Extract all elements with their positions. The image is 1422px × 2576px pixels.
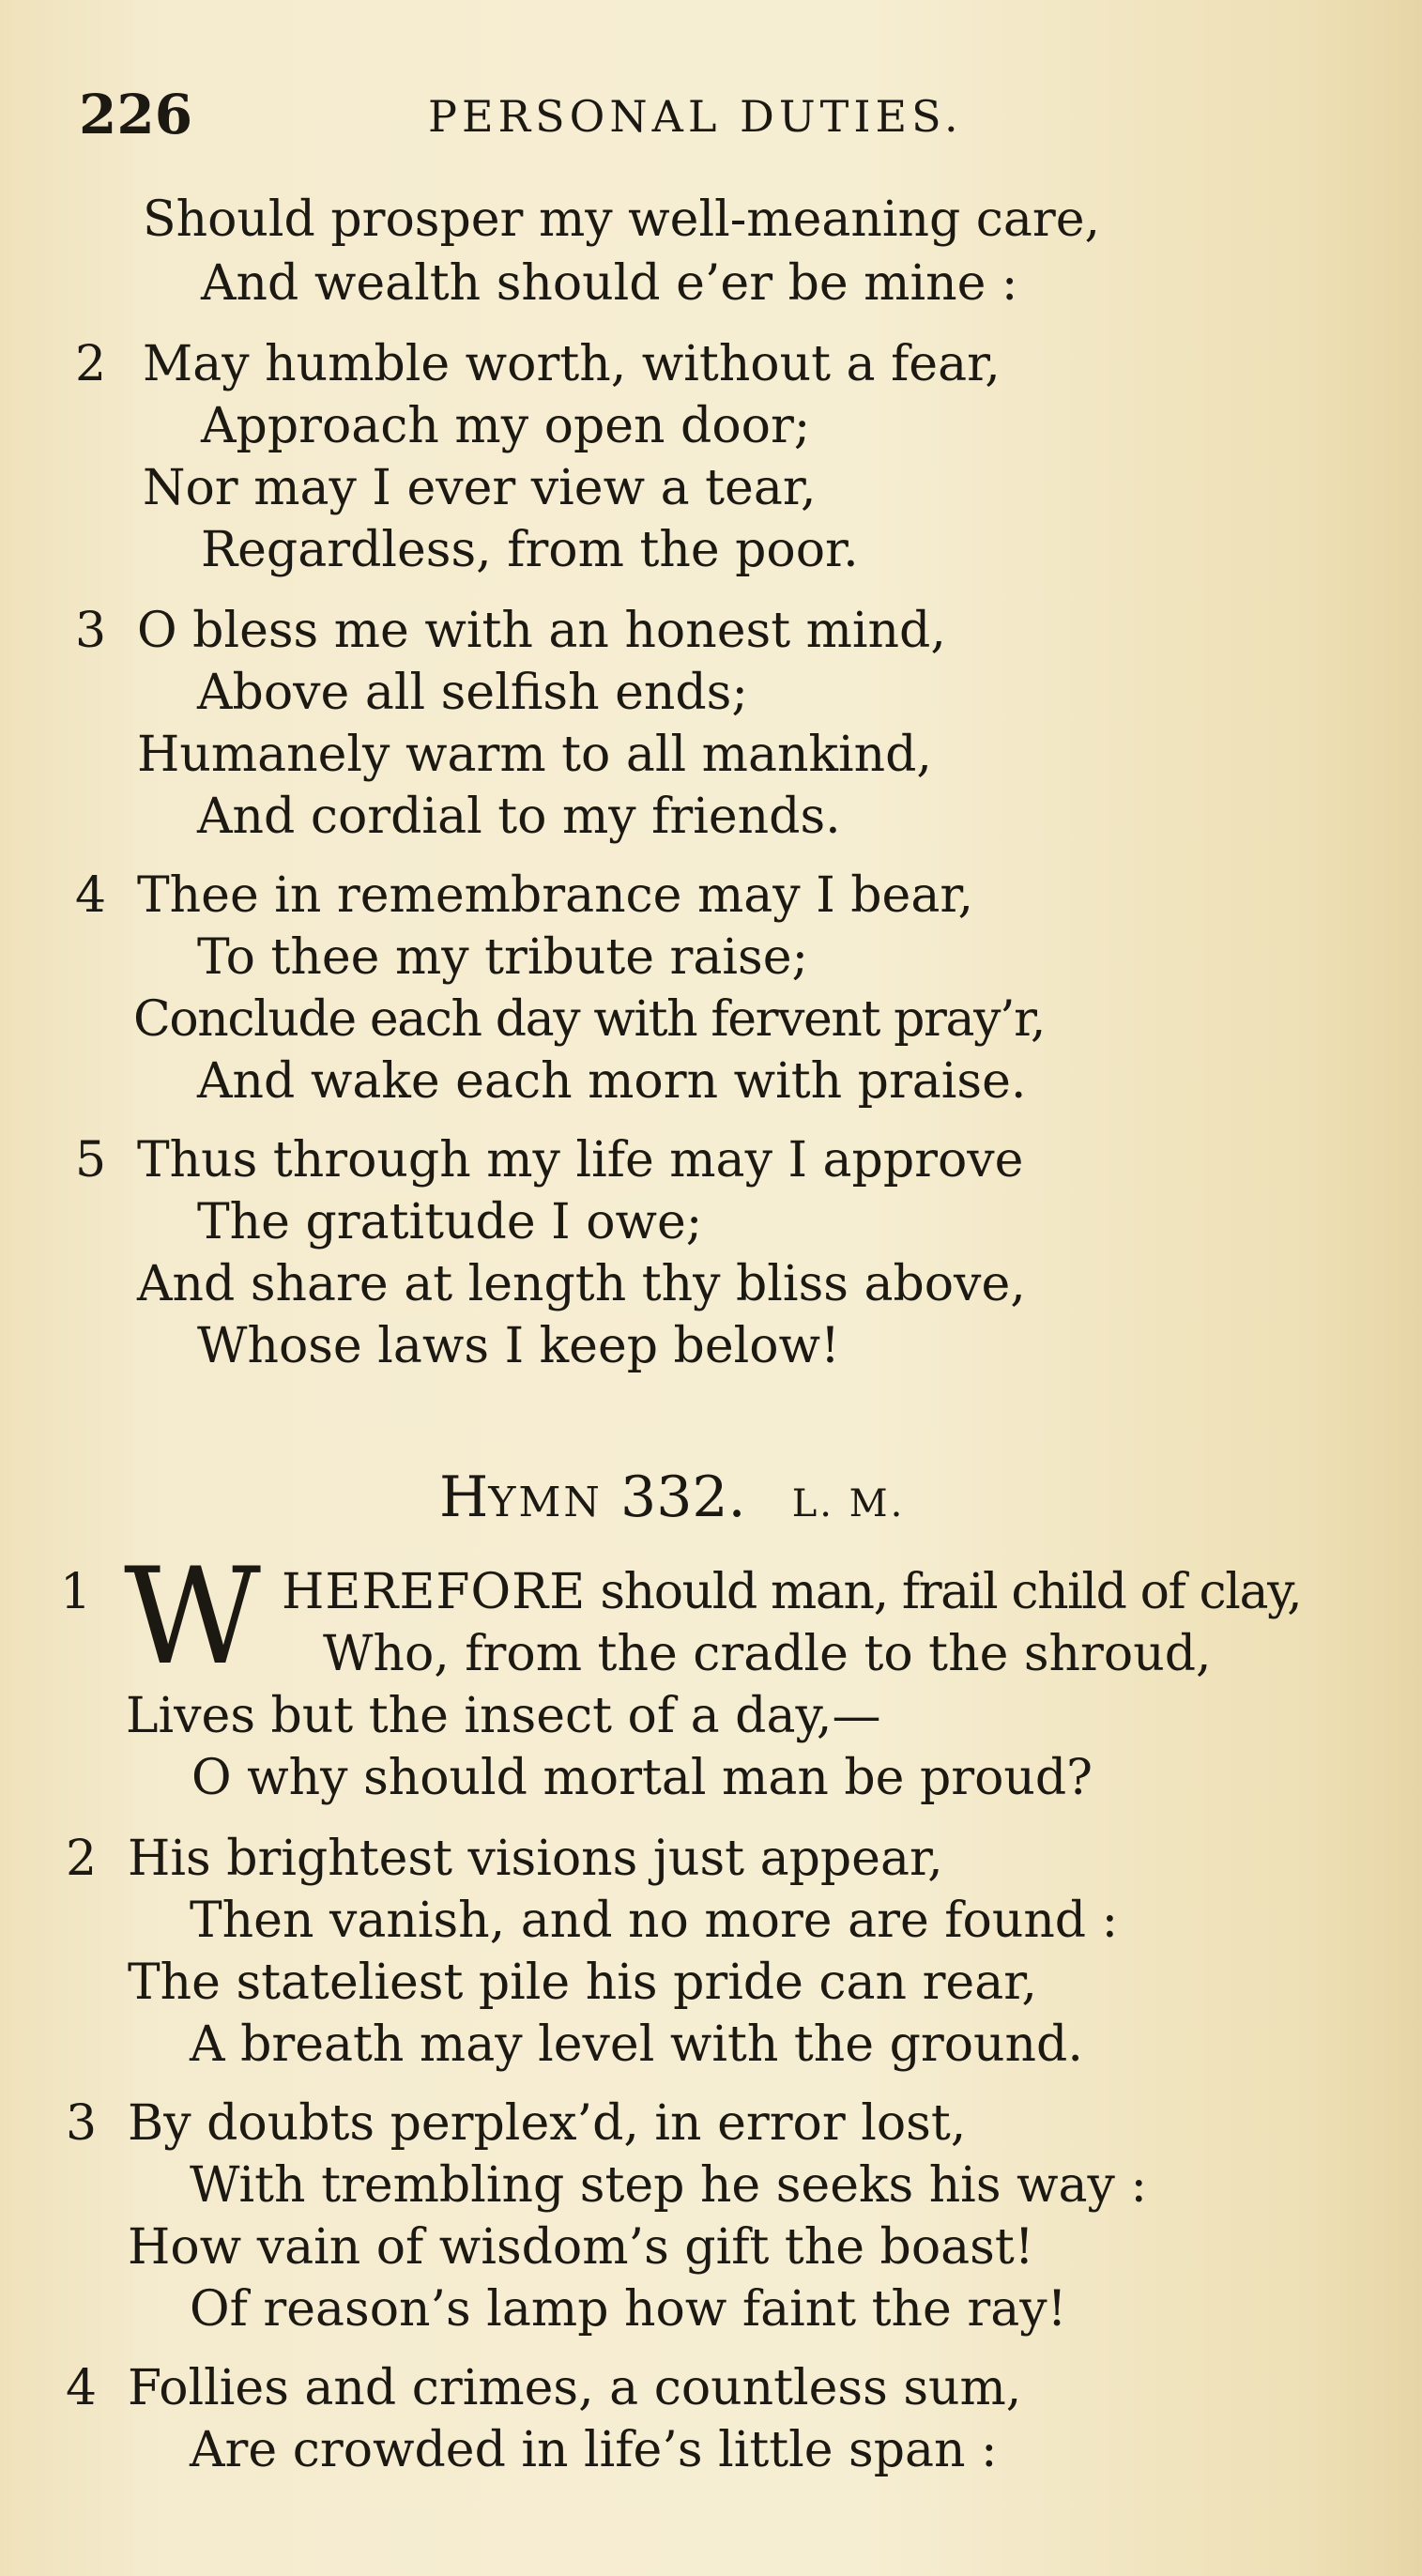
stanza-number: 1 (60, 1564, 92, 1620)
verse-line: Should prosper my well-meaning care, (143, 192, 1101, 248)
stanza-number: 3 (75, 603, 107, 659)
verse-line: Then vanish, and no more are found : (190, 1893, 1119, 1949)
hymn-title-small-caps: YMN (488, 1479, 603, 1526)
stanza-number: 2 (66, 1831, 98, 1887)
verse-line: Conclude each day with fervent pray’r, (133, 991, 1046, 1048)
verse-line: Thus through my life may I approve (137, 1132, 1024, 1188)
verse-line: Whose laws I keep below! (197, 1318, 840, 1374)
hymn-meter: L. M. (791, 1482, 906, 1526)
verse-line (282, 1564, 1301, 1620)
verse-line: A breath may level with the ground. (190, 2016, 1083, 2073)
stanza-number: 2 (75, 336, 107, 392)
stanza-number: 4 (66, 2360, 98, 2416)
verse-line: The gratitude I owe; (197, 1194, 703, 1250)
verse-line: Of reason’s lamp how faint the ray! (190, 2281, 1067, 2338)
verse-line: Approach my open door; (201, 398, 811, 454)
verse-line: Humanely warm to all mankind, (137, 727, 932, 783)
hymn-number: 332. (620, 1464, 746, 1530)
hymn-title-initial: H (439, 1464, 489, 1530)
drop-cap: W (124, 1540, 261, 1694)
first-word-caps: HEREFORE (282, 1564, 587, 1620)
verse-line: The stateliest pile his pride can rear, (128, 1955, 1037, 2011)
verse-line: By doubts perplex’d, in error lost, (128, 2095, 967, 2152)
verse-line: And cordial to my friends. (197, 789, 841, 845)
verse-line: Follies and crimes, a countless sum, (128, 2360, 1022, 2416)
verse-line: To thee my tribute raise; (197, 929, 808, 986)
verse-line: And wake each morn with praise. (197, 1053, 1027, 1110)
verse-line: His brightest visions just appear, (128, 1831, 943, 1887)
verse-line: Regardless, from the poor. (201, 522, 859, 578)
stanza-number: 5 (75, 1132, 107, 1188)
verse-line: O why should mortal man be proud? (191, 1750, 1093, 1806)
stanza-number: 3 (66, 2095, 98, 2152)
hymn-title (439, 1464, 905, 1537)
running-title: PERSONAL DUTIES. (428, 91, 963, 142)
first-line-rest: should man, frail child of clay, (586, 1564, 1302, 1620)
verse-line: O bless me with an honest mind, (137, 603, 946, 659)
verse-line: Who, from the cradle to the shroud, (323, 1626, 1212, 1682)
verse-line: Above all selfish ends; (197, 665, 748, 721)
verse-line: How vain of wisdom’s gift the boast! (128, 2219, 1034, 2276)
verse-line: Are crowded in life’s little span : (190, 2422, 998, 2478)
stanza-number: 4 (75, 867, 107, 924)
page-number: 226 (79, 83, 193, 146)
verse-line: With trembling step he seeks his way : (190, 2157, 1147, 2214)
verse-line: Lives but the insect of a day,— (126, 1688, 881, 1744)
verse-line: Nor may I ever view a tear, (143, 460, 817, 516)
verse-line: Thee in remembrance may I bear, (137, 867, 974, 924)
verse-line: And share at length thy bliss above, (137, 1256, 1026, 1312)
verse-line: May humble worth, without a fear, (143, 336, 1001, 392)
verse-line: And wealth should e’er be mine : (201, 255, 1018, 312)
